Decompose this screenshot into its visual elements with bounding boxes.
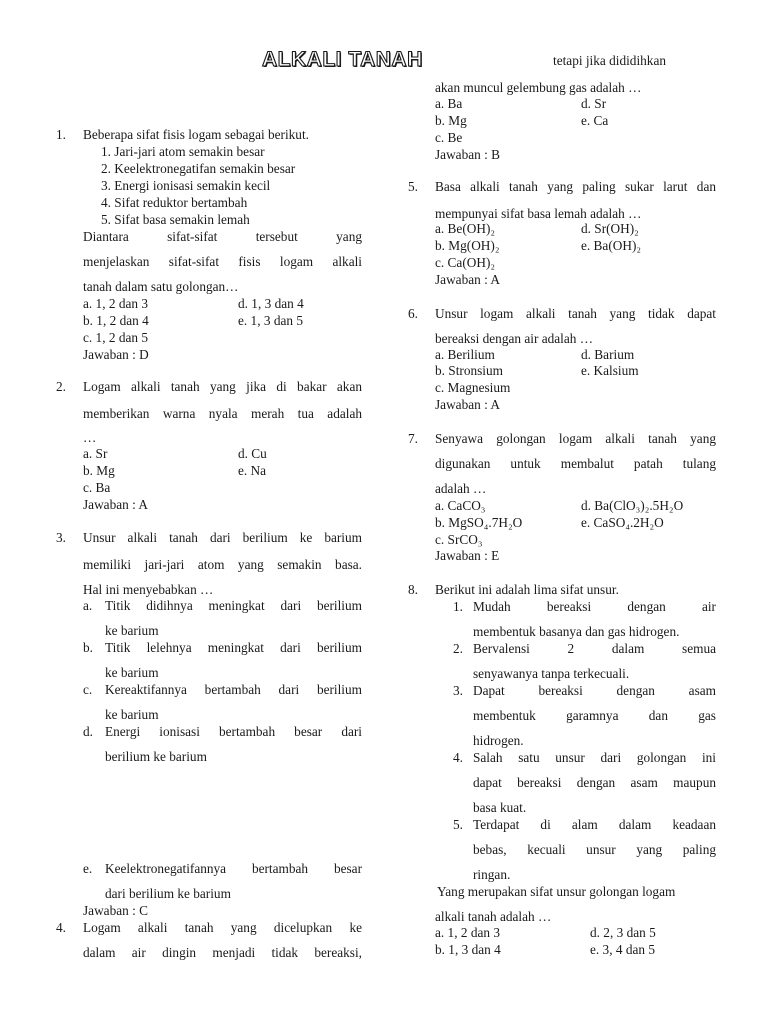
question-text-line: Basa alkali tanah yang paling sukar larut dan xyxy=(435,179,716,194)
option-d: Energi ionisasi bertambah besar dari xyxy=(105,724,362,739)
list-item: 5. Sifat basa semakin lemah xyxy=(101,212,250,227)
list-item-cont: basa kuat. xyxy=(473,800,527,815)
list-item: Mudah bereaksi dengan air xyxy=(473,599,716,614)
option-b-cont: ke barium xyxy=(105,665,159,680)
answer: Jawaban : E xyxy=(435,548,500,563)
question-text-line: tetapi jika dididihkan xyxy=(553,53,666,68)
option-d-label: d. xyxy=(83,724,93,739)
option-d: d. Barium xyxy=(581,347,635,362)
question-text-line: memberikan warna nyala merah tua adalah xyxy=(83,406,362,421)
question-text-line: alkali tanah adalah … xyxy=(435,909,552,924)
option-a: a. Berilium xyxy=(435,347,495,362)
option-c: c. Magnesium xyxy=(435,380,511,395)
question-text-line: Logam alkali tanah yang jika di bakar akan xyxy=(83,379,362,394)
question-stem: Berikut ini adalah lima sifat unsur. xyxy=(435,582,619,597)
question-text-line: Yang merupakan sifat unsur golongan logam xyxy=(437,884,676,899)
option-a: a. 1, 2 dan 3 xyxy=(435,925,500,940)
option-a-label: a. xyxy=(83,598,93,613)
option-c-label: c. xyxy=(83,682,93,697)
option-e: e. Kalsium xyxy=(581,363,639,378)
list-item: Bervalensi 2 dalam semua xyxy=(473,641,716,656)
option-d-cont: berilium ke barium xyxy=(105,749,207,764)
answer: Jawaban : A xyxy=(83,497,148,512)
option-b: b. Mg xyxy=(435,113,467,128)
option-c: c. Ba xyxy=(83,480,111,495)
list-item-cont: ringan. xyxy=(473,867,511,882)
answer: Jawaban : D xyxy=(83,347,149,362)
option-e-label: e. xyxy=(83,861,93,876)
answer: Jawaban : A xyxy=(435,397,500,412)
list-item-cont: membentuk basanya dan gas hidrogen. xyxy=(473,624,680,639)
option-c: c. Be xyxy=(435,130,463,145)
list-item-number: 2. xyxy=(453,641,463,656)
list-item-cont: senyawanya tanpa terkecuali. xyxy=(473,666,630,681)
question-number: 2. xyxy=(56,379,66,394)
option-d: d. 1, 3 dan 4 xyxy=(238,296,304,311)
option-a: Titik didihnya meningkat dari berilium xyxy=(105,598,362,613)
option-b: b. Mg(OH)₂ xyxy=(435,238,500,253)
question-text-line: memiliki jari-jari atom yang semakin basa. xyxy=(83,557,362,572)
option-e: e. Na xyxy=(238,463,267,478)
option-b: b. 1, 2 dan 4 xyxy=(83,313,149,328)
list-item-number: 3. xyxy=(453,683,463,698)
list-item: Dapat bereaksi dengan asam xyxy=(473,683,716,698)
question-text-line: tanah dalam satu golongan… xyxy=(83,279,239,294)
question-number: 3. xyxy=(56,530,66,545)
option-b: Titik lelehnya meningkat dari berilium xyxy=(105,640,362,655)
option-b: b. 1, 3 dan 4 xyxy=(435,942,501,957)
question-text-line: menjelaskan sifat-sifat fisis logam alkali xyxy=(83,254,362,269)
option-e: e. Ba(OH)₂ xyxy=(581,238,642,253)
list-item-cont: dapat bereaksi dengan asam maupun xyxy=(473,775,716,790)
option-a: a. 1, 2 dan 3 xyxy=(83,296,148,311)
option-b-label: b. xyxy=(83,640,93,655)
answer: Jawaban : B xyxy=(435,147,500,162)
option-a: a. Be(OH)₂ xyxy=(435,221,496,236)
list-item-cont: membentuk garamnya dan gas xyxy=(473,708,716,723)
list-item-number: 5. xyxy=(453,817,463,832)
option-c: c. SrCO₃ xyxy=(435,532,483,547)
option-a: a. CaCO₃ xyxy=(435,498,486,513)
question-text-line: digunakan untuk membalut patah tulang xyxy=(435,456,716,471)
answer: Jawaban : A xyxy=(435,272,500,287)
option-e: e. Ca xyxy=(581,113,609,128)
question-number: 4. xyxy=(56,920,66,935)
option-c: c. 1, 2 dan 5 xyxy=(83,330,148,345)
option-d: d. Sr xyxy=(581,96,607,111)
question-text-line: Hal ini menyebabkan … xyxy=(83,582,214,597)
option-e: Keelektronegatifannya bertambah besar xyxy=(105,861,362,876)
list-item: Salah satu unsur dari golongan ini xyxy=(473,750,716,765)
question-number: 8. xyxy=(408,582,418,597)
list-item: 1. Jari-jari atom semakin besar xyxy=(101,144,265,159)
question-text-line: bereaksi dengan air adalah … xyxy=(435,331,594,346)
question-text-line: Unsur alkali tanah dari berilium ke barium xyxy=(83,530,362,545)
list-item-number: 1. xyxy=(453,599,463,614)
question-text-line: … xyxy=(83,430,97,445)
question-text-line: Diantara sifat-sifat tersebut yang xyxy=(83,229,362,244)
question-text-line: adalah … xyxy=(435,481,487,496)
option-e-cont: dari berilium ke barium xyxy=(105,886,231,901)
option-a-cont: ke barium xyxy=(105,623,159,638)
option-a: a. Sr xyxy=(83,446,108,461)
list-item-number: 4. xyxy=(453,750,463,765)
list-item-cont: bebas, kecuali unsur yang paling xyxy=(473,842,716,857)
option-b: b. MgSO₄.7H₂O xyxy=(435,515,523,530)
option-e: e. 1, 3 dan 5 xyxy=(238,313,303,328)
question-text-line: mempunyai sifat basa lemah adalah … xyxy=(435,206,642,221)
page-title: ALKALI TANAH xyxy=(262,48,423,71)
question-text-line: dalam air dingin menjadi tidak bereaksi, xyxy=(83,945,362,960)
list-item-cont: hidrogen. xyxy=(473,733,524,748)
option-d: d. 2, 3 dan 5 xyxy=(590,925,656,940)
option-d: d. Cu xyxy=(238,446,267,461)
question-text-line: Logam alkali tanah yang dicelupkan ke xyxy=(83,920,362,935)
question-number: 5. xyxy=(408,179,418,194)
option-b: b. Stronsium xyxy=(435,363,503,378)
option-d: d. Ba(ClO₃)₂.5H₂O xyxy=(581,498,684,513)
answer: Jawaban : C xyxy=(83,903,148,918)
question-number: 6. xyxy=(408,306,418,321)
list-item: 3. Energi ionisasi semakin kecil xyxy=(101,178,271,193)
list-item: 2. Keelektronegatifan semakin besar xyxy=(101,161,296,176)
option-e: e. CaSO₄.2H₂O xyxy=(581,515,664,530)
question-text-line: akan muncul gelembung gas adalah … xyxy=(435,80,642,95)
question-number: 7. xyxy=(408,431,418,446)
option-a: a. Ba xyxy=(435,96,463,111)
option-b: b. Mg xyxy=(83,463,115,478)
option-c: c. Ca(OH)₂ xyxy=(435,255,496,270)
question-number: 1. xyxy=(56,127,66,142)
question-stem: Beberapa sifat fisis logam sebagai berikut. xyxy=(83,127,309,142)
option-c-cont: ke barium xyxy=(105,707,159,722)
list-item: Terdapat di alam dalam keadaan xyxy=(473,817,716,832)
question-text-line: Unsur logam alkali tanah yang tidak dapat xyxy=(435,306,716,321)
list-item: 4. Sifat reduktor bertambah xyxy=(101,195,248,210)
question-text-line: Senyawa golongan logam alkali tanah yang xyxy=(435,431,716,446)
option-d: d. Sr(OH)₂ xyxy=(581,221,639,236)
option-e: e. 3, 4 dan 5 xyxy=(590,942,655,957)
option-c: Kereaktifannya bertambah dari berilium xyxy=(105,682,362,697)
